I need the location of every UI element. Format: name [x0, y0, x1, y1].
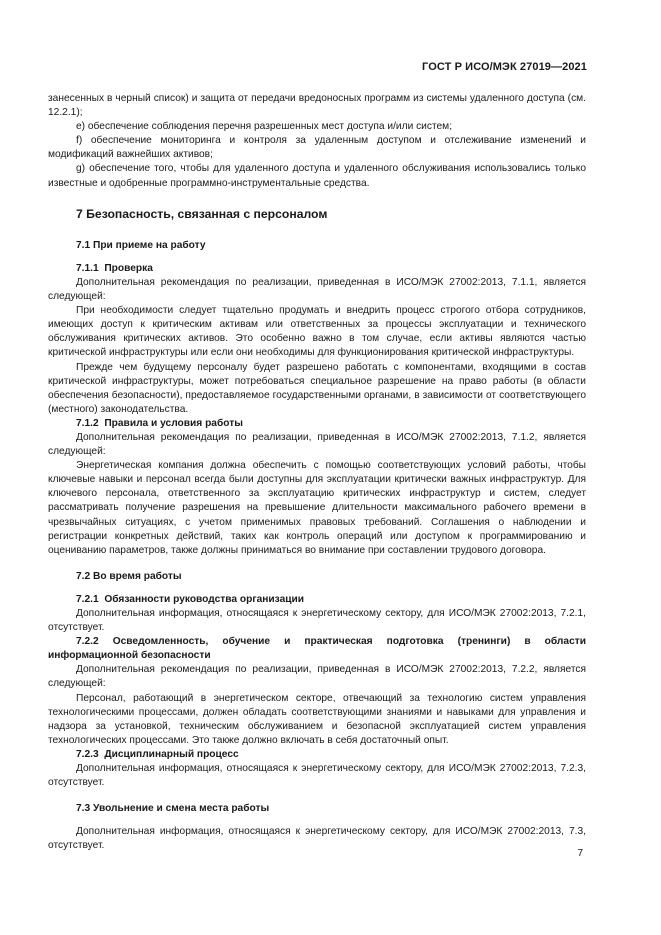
page-body	[48, 92, 586, 854]
paragraph-intro: занесенных в черный список) и защита от передачи вредоносных программ из системы удаленного доступа (см. 12.2.1);	[48, 93, 586, 119]
section-7-2-2-heading: 7.2.2 Осведомленность, обучение и практическая подготовка (тренинги) в области информационной безопасности	[48, 636, 586, 662]
list-item-f: f) обеспечение мониторинга и контроля за удаленным доступом и отслеживание изменений и модификаций важнейших активов;	[48, 135, 586, 161]
paragraph: Дополнительная рекомендация по реализации, приведенная в ИСО/МЭК 27002:2013, 7.1.1, является следующей:	[48, 276, 586, 303]
list-item-g: g) обеспечение того, чтобы для удаленного доступа и удаленного обслуживания использовались только известные и одобренные программно-инструментальные средства.	[48, 163, 586, 189]
paragraph: Прежде чем будущему персоналу будет разрешено работать с компонентами, входящими в состав критической инфраструктуры, может потребоваться специальное разрешение на право работы (в области обеспечения безопасности), предоставляемое государственными органами, в зависимости от соответствующего (местного) законодательства.	[48, 361, 586, 415]
paragraph: Дополнительная информация, относящаяся к энергетическому сектору, для ИСО/МЭК 27002:2013, 7.2.3, отсутствует.	[48, 763, 586, 789]
section-title: Обязанности руководства организации	[104, 593, 305, 605]
section-number: 7.1.2	[76, 417, 99, 429]
section-title: Дисциплинарный процесс	[104, 748, 239, 760]
section-7-heading: 7 Безопасность, связанная с персоналом	[76, 206, 328, 221]
section-title: Правила и условия работы	[104, 417, 243, 429]
section-7-2-1-heading	[48, 593, 586, 607]
section-7-3-heading: 7.3 Увольнение и смена места работы	[76, 803, 270, 815]
paragraph: Энергетическая компания должна обеспечить с помощью соответствующих условий работы, чтобы ключевые навыки и персонал всегда были доступны для эксплуатации критически важных инфраструктур. Для ключевого персонала, ответственного за эксплуатацию критических инфраструктур и систем, следует рассматривать получение разрешения на превышение длительности максимального рабочего времени в чрезвычайных ситуациях, с учетом применимых правовых требований. Соглашения о наблюдении и регистрации конкретных действий, таких как контроль операций или доступом к программированию и оцениванию параметров, также должны приниматься во внимание при составлении трудового договора.	[48, 460, 586, 556]
paragraph: Дополнительная информация, относящаяся к энергетическому сектору, для ИСО/МЭК 27002:2013, 7.3, отсутствует.	[48, 826, 586, 852]
section-number: 7.2.3	[76, 748, 99, 760]
paragraph: Дополнительная информация, относящаяся к энергетическому сектору, для ИСО/МЭК 27002:2013, 7.2.1, отсутствует.	[48, 608, 586, 634]
list-item-e: e) обеспечение соблюдения перечня разрешенных мест доступа и/или систем;	[76, 121, 453, 133]
paragraph: Персонал, работающий в энергетическом секторе, отвечающий за технологию систем управления технологическими процессами, должен обладать соответствующими знаниями и навыками для управления и надзора за установкой, техническим обслуживанием и безопасной эксплуатацией систем управления технологических процессами. Это также должно включать в себя достаточный опыт.	[48, 692, 586, 746]
paragraph: При необходимости следует тщательно продумать и внедрить процесс строгого отбора сотрудников, имеющих доступ к критическим активам или ответственных за процессы эксплуатации и технического обслуживания критических активов. Это особенно важно в том случае, если активы являются частью критической инфраструктуры или если они необходимы для функционирования критической инфраструктуры.	[48, 305, 586, 359]
section-7-2-heading: 7.2 Во время работы	[76, 570, 182, 582]
document-header-standard-id: ГОСТ Р ИСО/МЭК 27019—2021	[422, 61, 587, 73]
section-7-1-heading: 7.1 При приеме на работу	[76, 239, 206, 251]
section-7-1-2-heading	[48, 417, 586, 431]
paragraph: Дополнительная рекомендация по реализации, приведенная в ИСО/МЭК 27002:2013, 7.2.2, является следующей:	[48, 664, 586, 690]
section-title: Проверка	[104, 262, 153, 274]
paragraph: Дополнительная рекомендация по реализации, приведенная в ИСО/МЭК 27002:2013, 7.1.2, является следующей:	[48, 431, 586, 458]
page-number: 7	[577, 848, 583, 859]
section-number: 7.2.1	[76, 593, 99, 605]
section-7-2-3-heading	[48, 748, 586, 762]
section-7-1-1-heading	[48, 262, 586, 276]
section-number: 7.1.1	[76, 262, 99, 274]
